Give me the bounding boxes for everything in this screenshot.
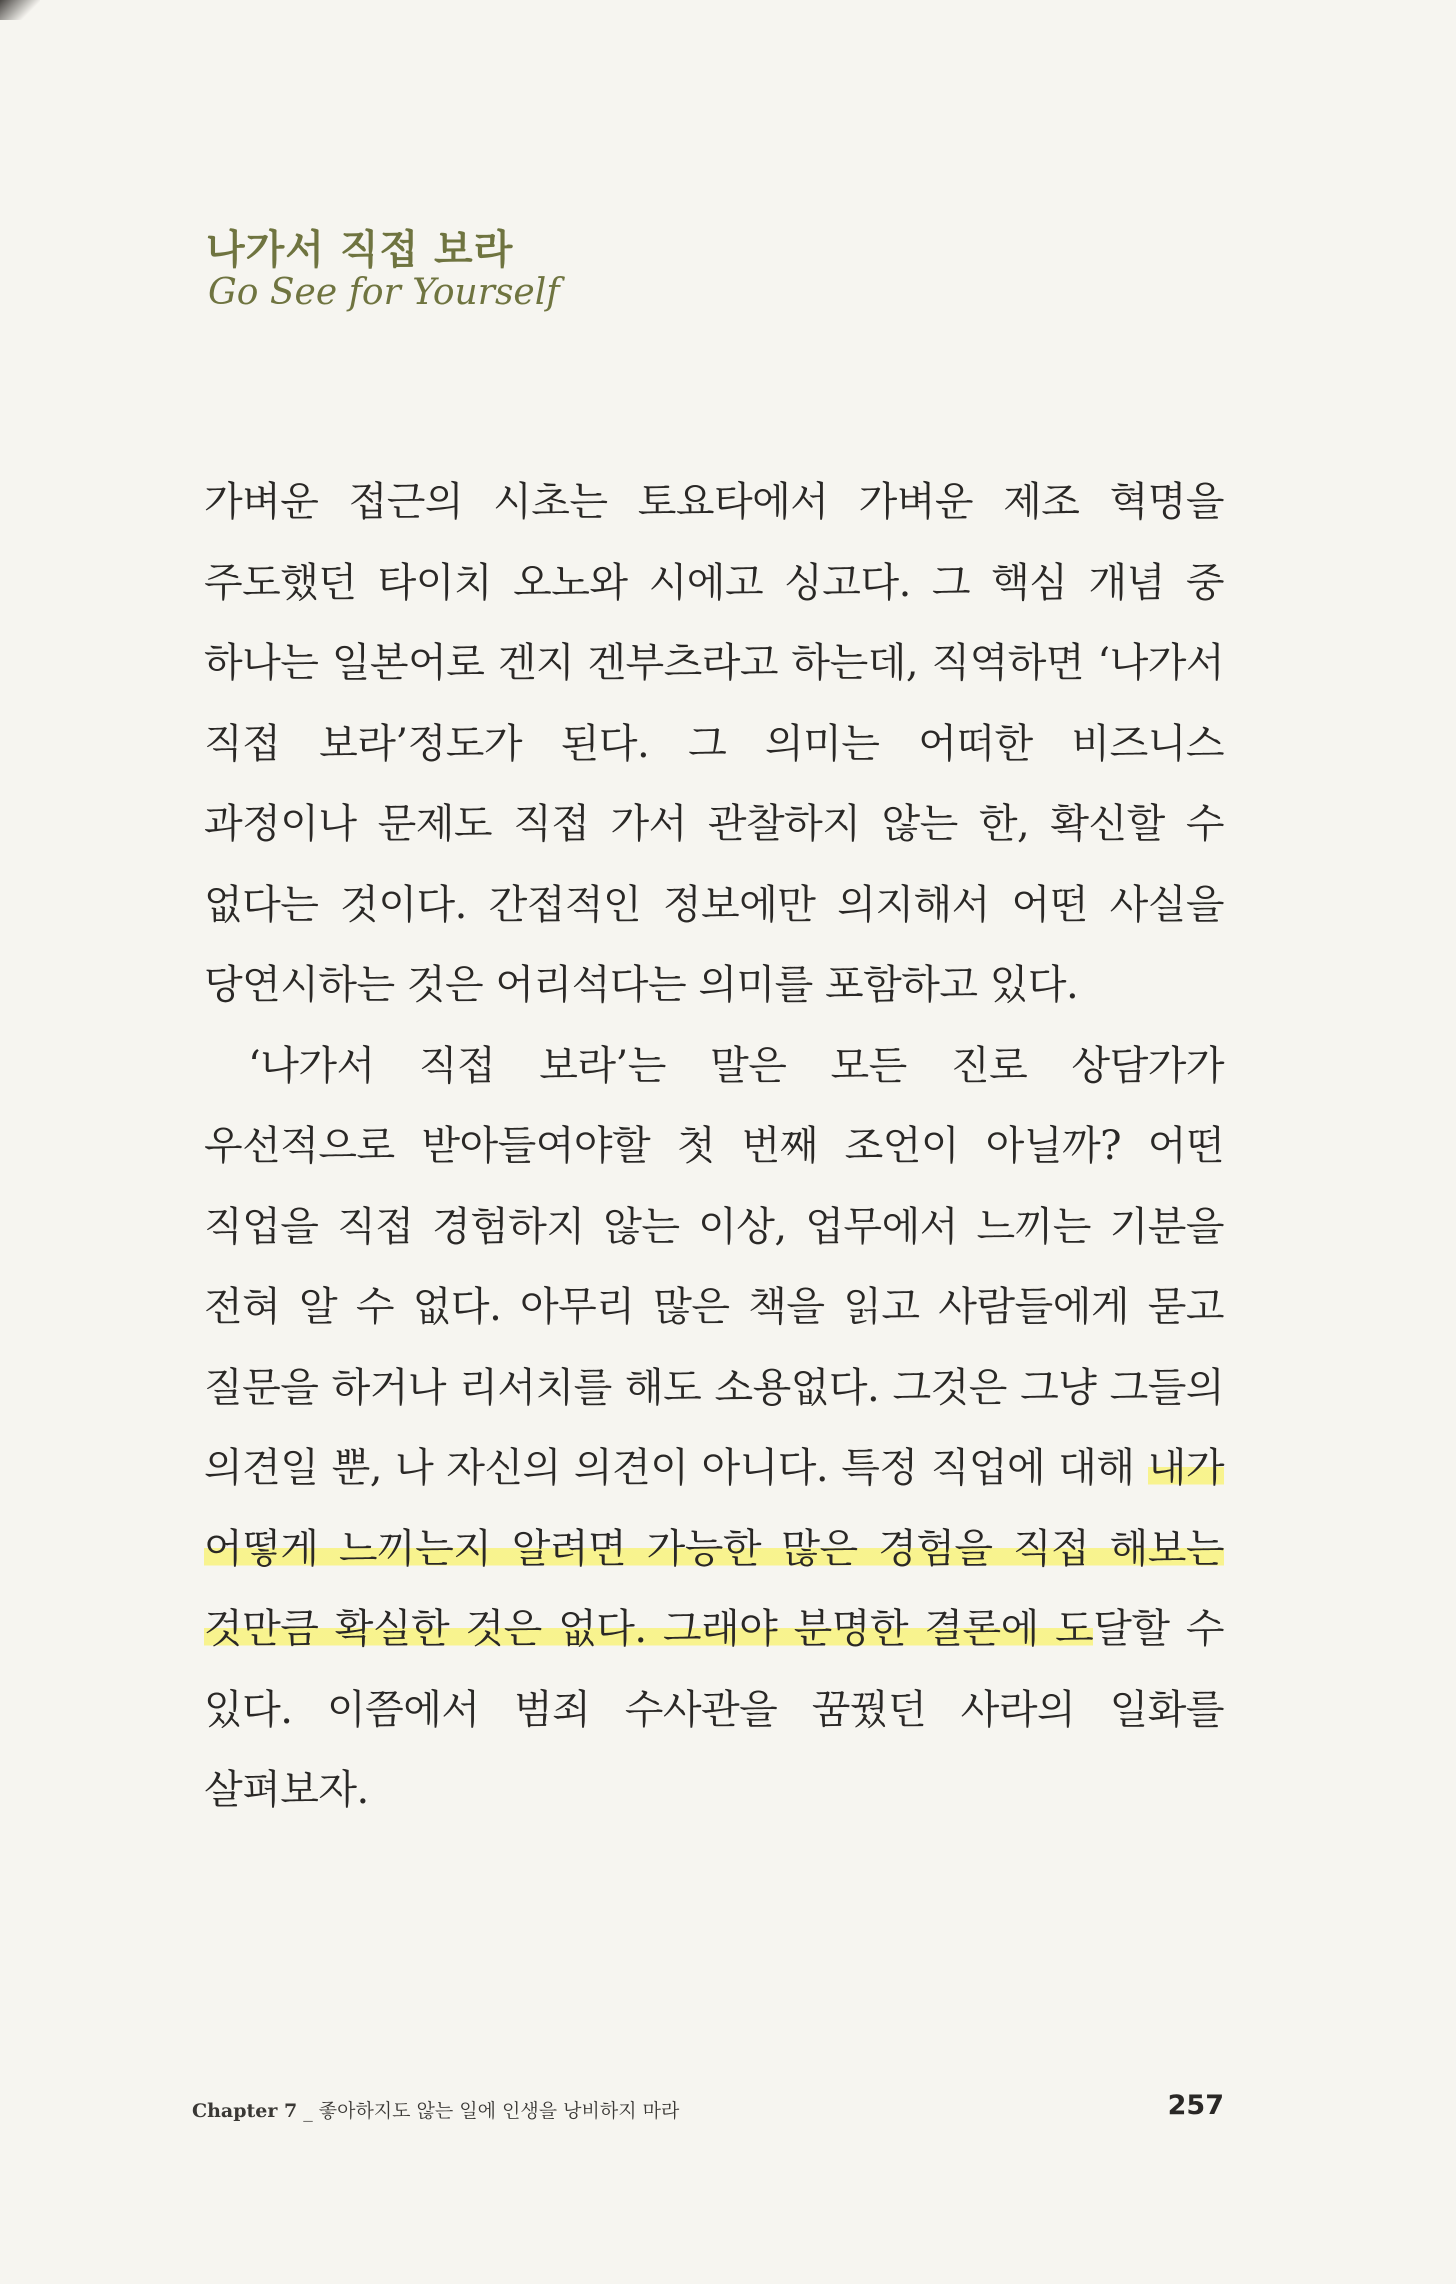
section-subtitle: Go See for Yourself bbox=[208, 272, 560, 313]
running-footer bbox=[192, 2096, 679, 2123]
chapter-title: 좋아하지도 않는 일에 인생을 낭비하지 마라 bbox=[318, 2100, 680, 2122]
page-footer bbox=[192, 2090, 1224, 2130]
page-number: 257 bbox=[1167, 2090, 1224, 2121]
footer-separator: _ bbox=[303, 2100, 313, 2122]
page-corner-shadow bbox=[0, 0, 40, 20]
paragraph-1 bbox=[204, 462, 1224, 1026]
section-title: 나가서 직접 보라 bbox=[206, 227, 514, 273]
paragraph-text: 가벼운 접근의 시초는 토요타에서 가벼운 제조 혁명을 주도했던 타이치 오노와 시에고 싱고다. 그 핵심 개념 중 하나는 일본어로 겐지 겐부츠라고 하는데, 직역하면 ‘나가서 직접 보라’정도가 된다. 그 의미는 어떠한 비즈니스 과정이나 문제도 직접 가서 관찰하지 않는 한, 확신할 수 없다는 것이다. 간접적인 정보에만 의지해서 어떤 사실을 당연시하는 것은 어리석다는 의미를 포함하고 있다. bbox=[204, 479, 1224, 1008]
body-text bbox=[204, 462, 1224, 1831]
paragraph-2 bbox=[204, 1026, 1224, 1831]
highlighted-text: 내가 어떻게 느끼는지 알려면 가능한 많은 경험을 직접 해보는 것만큼 확실한 것은 없다. 그래야 분명한 결론에 도 bbox=[204, 1445, 1224, 1652]
paragraph-text: 달할 수 있다. 이쯤에서 범죄 수사관을 꿈꿨던 사라의 일화를 살펴보자. bbox=[204, 1606, 1224, 1813]
chapter-label: Chapter 7 bbox=[192, 2100, 298, 2122]
paragraph-text: ‘나가서 직접 보라’는 말은 모든 진로 상담가가 우선적으로 받아들여야할 첫 번째 조언이 아닐까? 어떤 직업을 직접 경험하지 않는 이상, 업무에서 느끼는 기분을 전혀 알 수 없다. 아무리 많은 책을 읽고 사람들에게 묻고 질문을 하거나 리서치를 해도 소용없다. 그것은 그냥 그들의 의견일 뿐, 나 자신의 의견이 아니다. 특정 직업에 대해 bbox=[204, 1042, 1224, 1491]
